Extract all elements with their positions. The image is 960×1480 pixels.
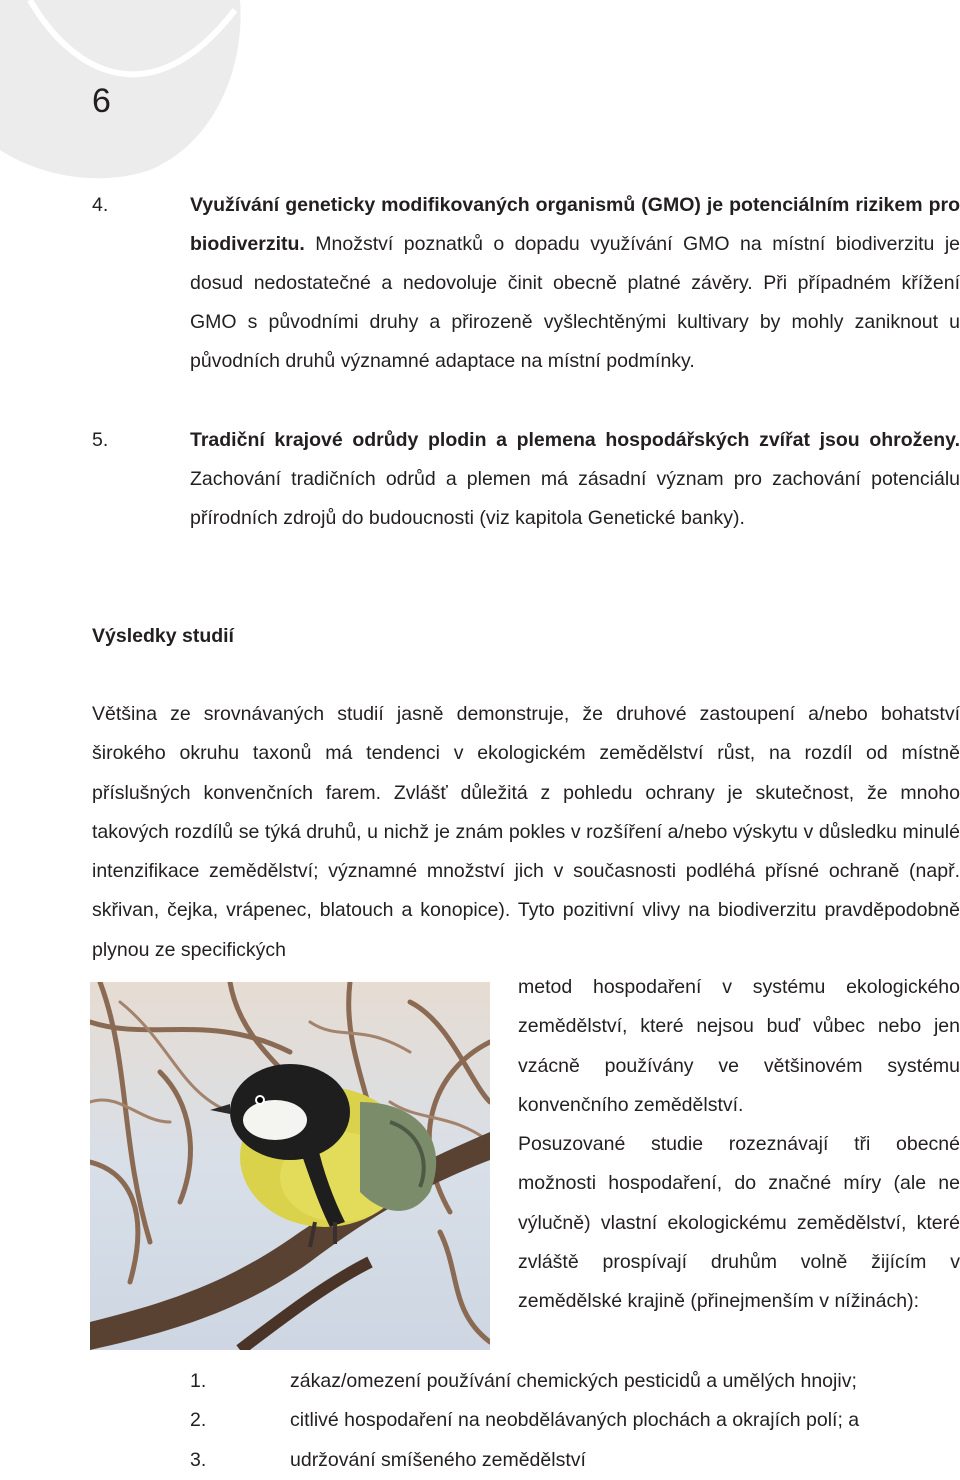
list-item-5	[92, 421, 960, 538]
practices-list-item	[190, 1401, 960, 1440]
practices-list	[190, 1362, 960, 1480]
list-item-number: 5.	[92, 429, 109, 451]
practices-list-number: 1.	[190, 1370, 207, 1392]
side-paragraph-2: Posuzované studie rozeznávají tři obecné možnosti hospodaření, do značné míry (ale ne výlučně) vlastní ekologickému zemědělství, které zvláště prospívají druhům volně žijícím v zemědělské krajině (přinejmenším v nížinách):	[518, 1133, 960, 1313]
practices-list-text: udržování smíšeného zemědělství	[290, 1448, 586, 1471]
bird-illustration	[90, 982, 490, 1350]
side-paragraphs	[518, 968, 960, 1322]
list-item-bold: Využívání geneticky modifikovaných organismů (GMO) je potenciálním rizikem pro biodiverzitu.	[190, 194, 960, 255]
bird-photo	[90, 982, 490, 1350]
section-paragraph: Většina ze srovnávaných studií jasně demonstruje, že druhové zastoupení a/nebo bohatství širokého okruhu taxonů má tendenci v ekologickém zemědělství růst, na rozdíl od místně příslušných konvenčních farem. Zvlášť důležitá z pohledu ochrany je skutečnost, že mnoho takových rozdílů se týká druhů, u nichž je znám pokles v rozšíření a/nebo výskytu v důsledku minulé intenzifikace zemědělství; významné množství jich v současnosti podléhá přísné ochraně (např. skřivan, čejka, vrápenec, blatouch a konopice). Tyto pozitivní vlivy na biodiverzitu pravděpodobně plynou ze specifických	[92, 703, 960, 961]
practices-list-item	[190, 1362, 960, 1401]
list-item-bold: Tradiční krajové odrůdy plodin a plemena hospodářských zvířat jsou ohroženy.	[190, 429, 960, 451]
practices-list-number: 2.	[190, 1409, 207, 1432]
page-number: 6	[92, 82, 111, 120]
practices-list-text: zákaz/omezení používání chemických pesticidů a umělých hnojiv;	[290, 1370, 857, 1392]
list-item-text: Zachování tradičních odrůd a plemen má zásadní význam pro zachování potenciálu přírodních zdrojů do budoucnosti (viz kapitola Genetické banky).	[190, 468, 960, 529]
practices-list-text: citlivé hospodaření na neobdělávaných plochách a okrajích polí; a	[290, 1409, 860, 1432]
section-heading: Výsledky studií	[92, 625, 234, 647]
practices-list-item	[190, 1441, 960, 1480]
side-paragraph-1: metod hospodaření v systému ekologického zemědělství, které nejsou buď vůbec nebo jen vzácně používány ve většinovém systému konvenčního zemědělství.	[518, 976, 960, 1116]
leaf-decoration	[0, 0, 260, 180]
list-item-number: 4.	[92, 194, 109, 216]
list-item-4	[92, 186, 960, 381]
list-item-text: Množství poznatků o dopadu využívání GMO na místní biodiverzitu je dosud nedostatečné a nedovoluje činit obecně platné závěry. Při případném křížení GMO s původními druhy a přirozeně vyšlechtěnými kultivary by mohly zaniknout u původních druhů významné adaptace na místní podmínky.	[190, 233, 960, 372]
practices-list-number: 3.	[190, 1448, 207, 1471]
